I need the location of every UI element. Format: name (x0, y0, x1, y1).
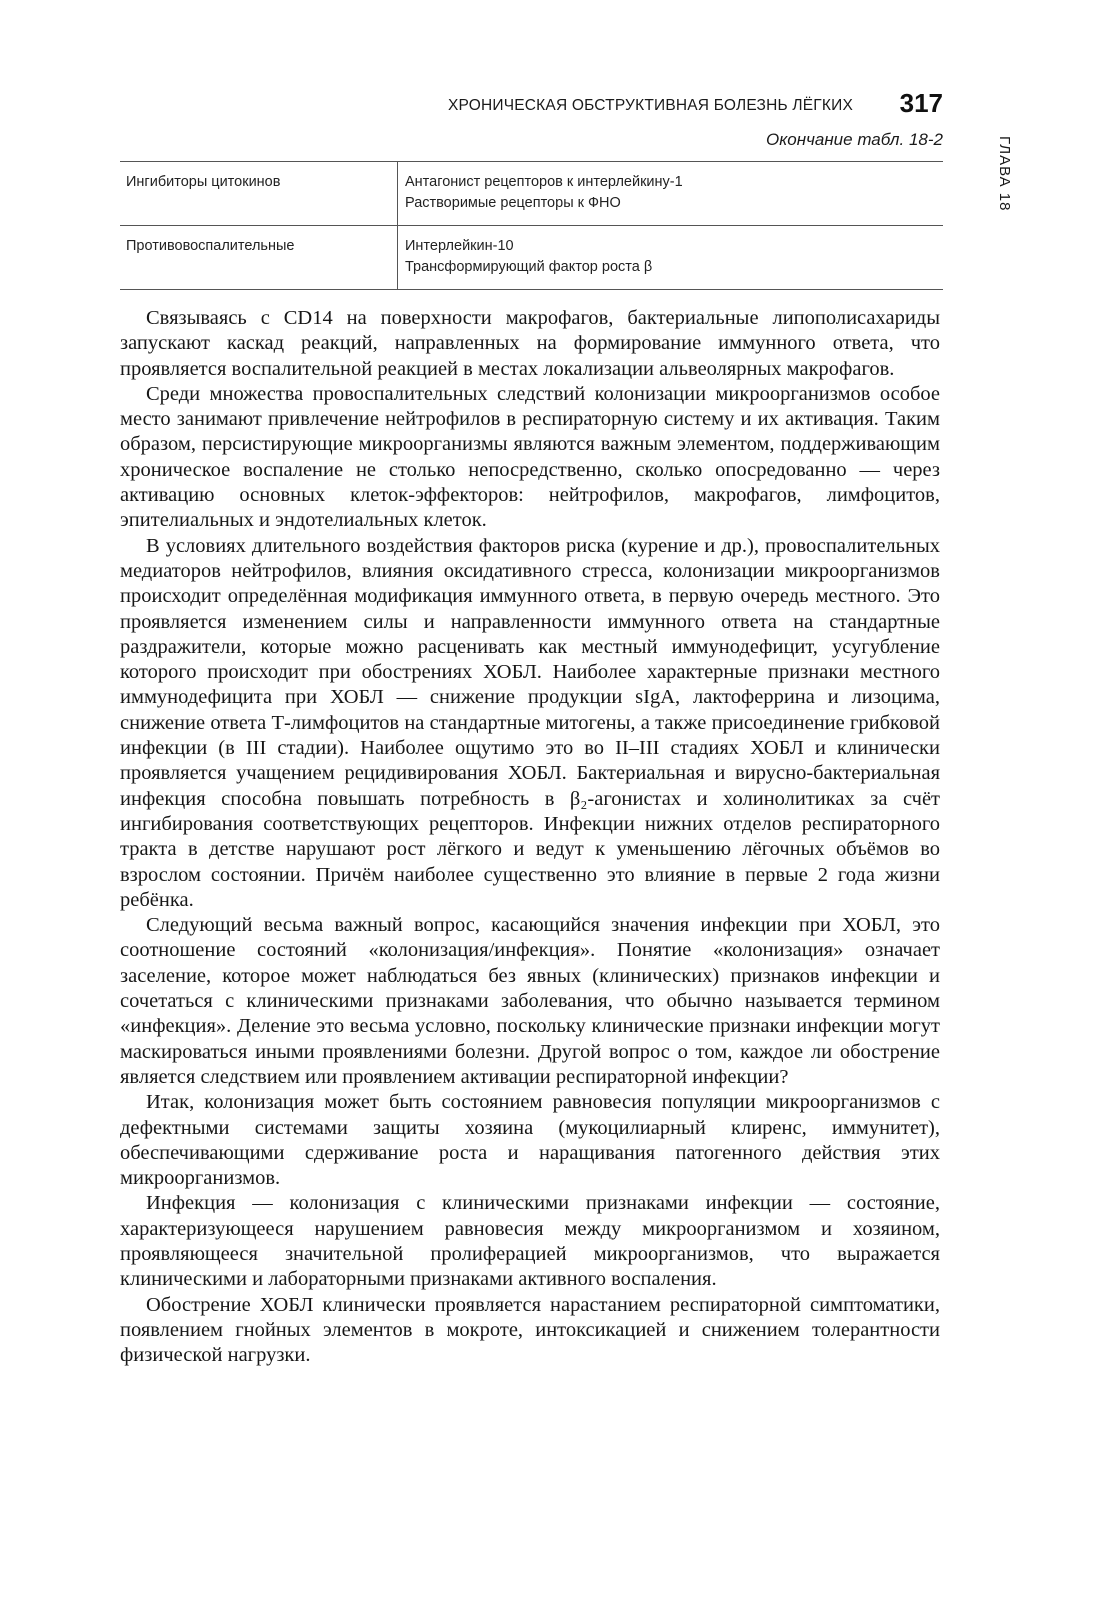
running-head-title: ХРОНИЧЕСКАЯ ОБСТРУКТИВНАЯ БОЛЕЗНЬ ЛЁГКИХ (447, 97, 853, 114)
paragraph: В условиях длительного воздействия факторов риска (курение и др.), провоспалительных медиаторов нейтрофилов, влияния оксидативного стресса, колонизации микроорганизмов происходит определённая модификация иммунного ответа, в первую очередь местного. Это проявляется изменением силы и направленности иммунного ответа на стандартные раздражители, которые можно расценивать как местный иммунодефицит, усугубление которого происходит при обострениях ХОБЛ. Наиболее характерные признаки местного иммунодефицита при ХОБЛ — снижение продукции sIgA, лактоферрина и лизоцима, снижение ответа Т-лимфоцитов на стандартные митогены, а также присоединение грибковой инфекции (в III стадии). Наиболее ощутимо это во II–III стадиях ХОБЛ и клинически проявляется учащением рецидивирования ХОБЛ. Бактериальная и вирусно-бактериальная инфекция способна повышать потребность в β₂-агонистах и холинолитиках за счёт ингибирования соответствующих рецепторов. Инфекции нижних отделов респираторного тракта в детстве нарушают рост лёгкого и ведут к уменьшению лёгочных объёмов во взрослом состоянии. Причём наиболее существенно это влияние в первые 2 года жизни ребёнка. (120, 534, 940, 911)
paragraph: Связываясь с CD14 на поверхности макрофагов, бактериальные липополисахариды запускают каскад реакций, направленных на формирование иммунного ответа, что проявляется воспалительной реакцией в местах локализации альвеолярных макрофагов. (120, 307, 940, 380)
body-text (120, 306, 940, 1368)
table-cell-category: Противовоспалительные (120, 226, 398, 290)
table-row (120, 162, 943, 226)
paragraph: Обострение ХОБЛ клинически проявляется нарастанием респираторной симптоматики, появлением гнойных элементов в мокроте, интоксикацией и снижением толерантности физической нагрузки. (120, 1293, 940, 1367)
table-cell-items (398, 226, 944, 290)
paragraph: Следующий весьма важный вопрос, касающийся значения инфекции при ХОБЛ, это соотношение состояний «колонизация/инфекция». Понятие «колонизация» означает заселение, которое может наблюдаться без явных (клинических) признаков инфекции и сочетаться с клиническими признаками заболевания, что обычно называется термином «инфекция». Деление это весьма условно, поскольку клинические признаки инфекции могут маскироваться иными проявлениями болезни. Другой вопрос о том, каждое ли обострение является следствием или проявлением активации респираторной инфекции? (120, 914, 940, 1088)
continued-table (120, 161, 943, 290)
table-cell-item: Интерлейкин-10 (405, 238, 514, 254)
table-cell-item: Растворимые рецепторы к ФНО (405, 195, 621, 211)
table-cell-item: Антагонист рецепторов к интерлейкину-1 (405, 174, 683, 190)
table-cell-items (398, 162, 944, 226)
table-cell-category: Ингибиторы цитокинов (120, 162, 398, 226)
chapter-tab: ГЛАВА 18 (996, 136, 1013, 212)
running-head (120, 88, 943, 122)
table-cell-item: Трансформирующий фактор роста β (405, 259, 653, 275)
table-row (120, 226, 943, 290)
paragraph: Итак, колонизация может быть состоянием равновесия популяции микроорганизмов с дефектными системами защиты хозяина (мукоцилиарный клиренс, иммунитет), обеспечивающими сдерживание роста и наращивания патогенного действия этих микроорганизмов. (120, 1091, 940, 1190)
paragraph: Среди множества провоспалительных следствий колонизации микроорганизмов особое место занимают привлечение нейтрофилов в респираторную систему и их активация. Таким образом, персистирующие микроорганизмы являются важным элементом, поддерживающим хроническое воспаление не столько непосредственно, сколько опосредованно — через активацию основных клеток-эффекторов: нейтрофилов, макрофагов, лимфоцитов, эпителиальных и эндотелиальных клеток. (120, 382, 940, 532)
page-number: 317 (899, 88, 943, 118)
paragraph: Инфекция — колонизация с клиническими признаками инфекции — состояние, характеризующееся нарушением равновесия между микроорганизмом и хозяином, проявляющееся значительной пролиферацией микроорганизмов, что выражается клиническими и лабораторными признаками активного воспаления. (120, 1192, 940, 1291)
table-caption: Окончание табл. 18-2 (766, 130, 943, 149)
